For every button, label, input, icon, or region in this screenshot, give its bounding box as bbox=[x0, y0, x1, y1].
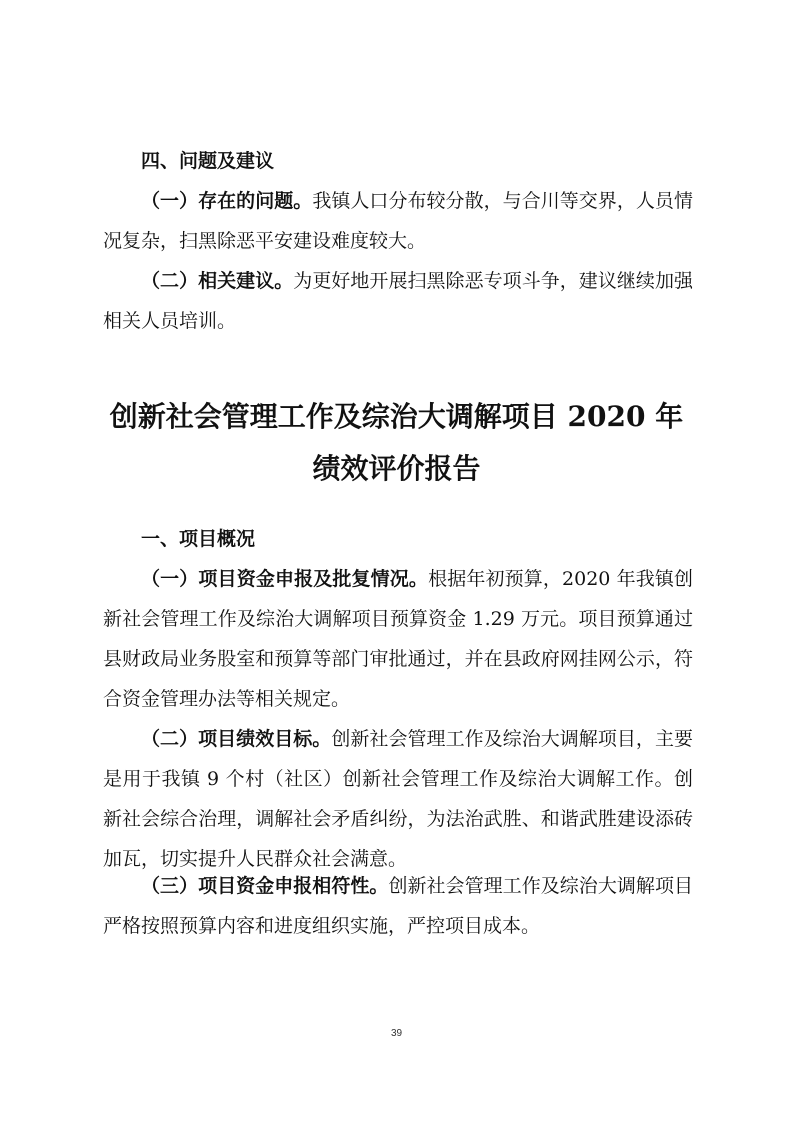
paragraph-lead: （二）项目绩效目标。 bbox=[141, 728, 332, 750]
section-heading-problems-suggestions: 四、问题及建议 bbox=[141, 150, 275, 172]
paragraph-body: 创新社会管理工作及综治大调解项目，主要是用于我镇 9 个村（社区）创新社会管理工作及综治大调解工作。创新社会综合治理，调解社会矛盾纠纷，为法治武胜、和谐武胜建设添砖加瓦，切实提升人民群众社会满意。 bbox=[103, 728, 693, 870]
paragraph-lead: （一）存在的问题。 bbox=[141, 190, 313, 212]
paragraph-lead: （一）项目资金申报及批复情况。 bbox=[141, 568, 429, 590]
paragraph-lead: （三）项目资金申报相符性。 bbox=[141, 875, 389, 897]
paragraph-body: 我镇人口分布较分散，与合川等交界，人员情况复杂，扫黑除恶平安建设难度较大。 bbox=[103, 190, 693, 252]
report-title-line-2: 绩效评价报告 bbox=[312, 452, 481, 485]
paragraph-existing-problems bbox=[103, 181, 693, 261]
paragraph-body: 创新社会管理工作及综治大调解项目严格按照预算内容和进度组织实施，严控项目成本。 bbox=[103, 875, 693, 937]
paragraph-lead: （二）相关建议。 bbox=[141, 270, 294, 292]
paragraph-body: 为更好地开展扫黑除恶专项斗争，建议继续加强相关人员培训。 bbox=[103, 270, 693, 332]
page-number: 39 bbox=[390, 1028, 403, 1039]
paragraph-funding-approval bbox=[103, 559, 693, 719]
section-heading-project-overview: 一、项目概况 bbox=[141, 528, 256, 550]
paragraph-body: 根据年初预算，2020 年我镇创新社会管理工作及综治大调解项目预算资金 1.29 万元。项目预算通过县财政局业务股室和预算等部门审批通过，并在县政府网挂网公示，符合资金管理办法等相关规定。 bbox=[103, 568, 693, 710]
paragraph-funding-consistency bbox=[103, 866, 693, 946]
report-title-line-1: 创新社会管理工作及综治大调解项目 2020 年 bbox=[109, 400, 684, 433]
paragraph-performance-goals bbox=[103, 719, 693, 879]
paragraph-suggestions bbox=[103, 261, 693, 341]
